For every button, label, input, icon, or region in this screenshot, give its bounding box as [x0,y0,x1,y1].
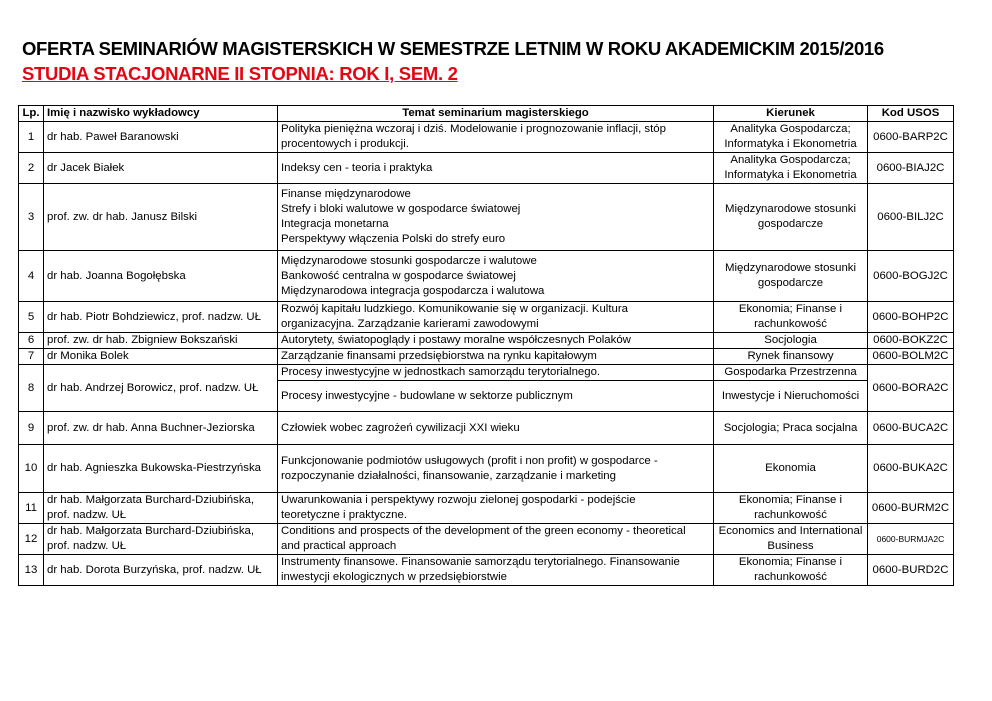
row-code: 0600-BUKA2C [868,445,954,493]
row-lp: 9 [19,412,44,445]
row-topic: Człowiek wobec zagrożeń cywilizacji XXI wieku [278,412,714,445]
row-topic: Finanse międzynarodowe Strefy i bloki walutowe w gospodarce światowej Integracja monetarna Perspektywy włączenia Polski do strefy euro [278,184,714,251]
table-row [19,153,954,184]
row-name: dr hab. Małgorzata Burchard-Dziubińska, prof. nadzw. UŁ [44,493,278,524]
row-code: 0600-BILJ2C [868,184,954,251]
row-code: 0600-BOHP2C [868,302,954,333]
row-name: prof. zw. dr hab. Zbigniew Bokszański [44,333,278,349]
row-topic: Procesy inwestycyjne - budowlane w sektorze publicznym [278,381,714,412]
row-code: 0600-BURM2C [868,493,954,524]
row-topic: Zarządzanie finansami przedsiębiorstwa na rynku kapitałowym [278,349,714,365]
row-code: 0600-BOGJ2C [868,251,954,302]
row-direction: Analityka Gospodarcza; Informatyka i Ekonometria [714,153,868,184]
table-row [19,349,954,365]
row-lp: 2 [19,153,44,184]
row-lp: 1 [19,122,44,153]
row-topic: Międzynarodowe stosunki gospodarcze i walutowe Bankowość centralna w gospodarce światowej Międzynarodowa integracja gospodarcza i walutowa [278,251,714,302]
table-row [19,251,954,302]
row-direction: Economics and International Business [714,524,868,555]
row-topic: Uwarunkowania i perspektywy rozwoju zielonej gospodarki - podejście teoretyczne i praktyczne. [278,493,714,524]
row-code: 0600-BOKZ2C [868,333,954,349]
page-subtitle: STUDIA STACJONARNE II STOPNIA: ROK I, SEM. 2 [22,63,458,84]
row-direction: Międzynarodowe stosunki gospodarcze [714,251,868,302]
row-name: prof. zw. dr hab. Anna Buchner-Jeziorska [44,412,278,445]
column-header-name: Imię i nazwisko wykładowcy [44,106,278,122]
table-row [19,365,954,381]
seminar-table [18,105,954,586]
row-topic: Rozwój kapitału ludzkiego. Komunikowanie się w organizacji. Kultura organizacyjna. Zarządzanie karierami zawodowymi [278,302,714,333]
row-name: dr Monika Bolek [44,349,278,365]
row-name: dr hab. Andrzej Borowicz, prof. nadzw. UŁ [44,365,278,412]
row-name: prof. zw. dr hab. Janusz Bilski [44,184,278,251]
row-topic: Polityka pieniężna wczoraj i dziś. Modelowanie i prognozowanie inflacji, stóp procentowych i produkcji. [278,122,714,153]
row-code: 0600-BUCA2C [868,412,954,445]
row-code: 0600-BOLM2C [868,349,954,365]
row-lp: 6 [19,333,44,349]
row-direction: Gospodarka Przestrzenna [714,365,868,381]
table-row [19,302,954,333]
row-topic: Instrumenty finansowe. Finansowanie samorządu terytorialnego. Finansowanie inwestycji ekologicznych w przedsiębiorstwie [278,555,714,586]
row-direction: Socjologia; Praca socjalna [714,412,868,445]
row-name: dr hab. Dorota Burzyńska, prof. nadzw. UŁ [44,555,278,586]
row-name: dr hab. Piotr Bohdziewicz, prof. nadzw. UŁ [44,302,278,333]
row-lp: 4 [19,251,44,302]
page-title: OFERTA SEMINARIÓW MAGISTERSKICH W SEMESTRZE LETNIM W ROKU AKADEMICKIM 2015/2016 [22,38,884,59]
column-header-direction: Kierunek [714,106,868,122]
row-lp: 3 [19,184,44,251]
row-lp: 13 [19,555,44,586]
column-header-code: Kod USOS [868,106,954,122]
column-header-lp: Lp. [19,106,44,122]
row-direction: Ekonomia; Finanse i rachunkowość [714,493,868,524]
table-row [19,524,954,555]
row-direction: Analityka Gospodarcza; Informatyka i Ekonometria [714,122,868,153]
table-row [19,493,954,524]
row-direction: Ekonomia; Finanse i rachunkowość [714,555,868,586]
row-name: dr Jacek Białek [44,153,278,184]
row-name: dr hab. Paweł Baranowski [44,122,278,153]
row-topic: Indeksy cen - teoria i praktyka [278,153,714,184]
row-direction: Międzynarodowe stosunki gospodarcze [714,184,868,251]
row-lp: 10 [19,445,44,493]
row-code: 0600-BURD2C [868,555,954,586]
row-lp: 12 [19,524,44,555]
row-name: dr hab. Joanna Bogołębska [44,251,278,302]
row-direction: Inwestycje i Nieruchomości [714,381,868,412]
column-header-topic: Temat seminarium magisterskiego [278,106,714,122]
row-topic: Autorytety, światopoglądy i postawy moralne współczesnych Polaków [278,333,714,349]
row-direction: Ekonomia [714,445,868,493]
row-topic: Conditions and prospects of the development of the green economy - theoretical and practical approach [278,524,714,555]
row-direction: Socjologia [714,333,868,349]
row-topic: Funkcjonowanie podmiotów usługowych (profit i non profit) w gospodarce - rozpoczynanie działalności, finansowanie, zarządzanie i marketing [278,445,714,493]
row-code: 0600-BIAJ2C [868,153,954,184]
table-row [19,184,954,251]
row-direction: Ekonomia; Finanse i rachunkowość [714,302,868,333]
row-lp: 7 [19,349,44,365]
row-topic: Procesy inwestycyjne w jednostkach samorządu terytorialnego. [278,365,714,381]
row-code: 0600-BURMJA2C [868,524,954,555]
row-lp: 5 [19,302,44,333]
row-code: 0600-BARP2C [868,122,954,153]
row-name: dr hab. Agnieszka Bukowska-Piestrzyńska [44,445,278,493]
table-row [19,555,954,586]
table-row [19,122,954,153]
table-row [19,333,954,349]
row-name: dr hab. Małgorzata Burchard-Dziubińska, prof. nadzw. UŁ [44,524,278,555]
row-lp: 8 [19,365,44,412]
table-header-row [19,106,954,122]
table-row [19,412,954,445]
table-row [19,445,954,493]
row-lp: 11 [19,493,44,524]
row-direction: Rynek finansowy [714,349,868,365]
row-code: 0600-BORA2C [868,365,954,412]
